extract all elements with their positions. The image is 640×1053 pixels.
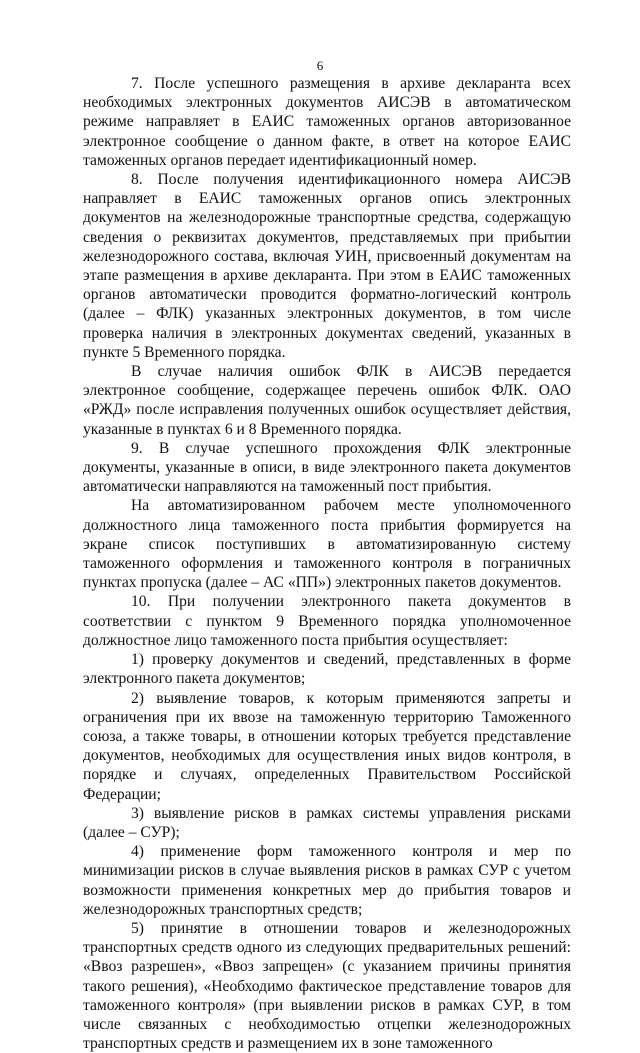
paragraph-9: 9. В случае успешного прохождения ФЛК электронные документы, указанные в описи, в виде электронного пакета документов автоматически направляются на таможенный пост прибытия.: [83, 439, 571, 496]
list-item-5: 5) принятие в отношении товаров и железнодорожных транспортных средств одного из следующих предварительных решений: «Ввоз разрешен», «Ввоз запрещен» (с указанием причины принятия такого решения), «Необходимо фактическое представление товаров для таможенного контроля» (при выявлении рисков в рамках СУР, в том числе связанных с необходимостью отцепки железнодорожных транспортных средств и размещением их в зоне таможенного: [83, 919, 571, 1053]
list-item-1: 1) проверку документов и сведений, представленных в форме электронного пакета документов;: [83, 651, 571, 688]
paragraph-8: 8. После получения идентификационного номера АИСЭВ направляет в ЕАИС таможенных органов опись электронных документов на железнодорожные транспортные средства, содержащую сведения о реквизитах документов, представляемых при прибытии железнодорожного состава, включая УИН, присвоенный документам на этапе размещения в архиве декларанта. При этом в ЕАИС таможенных органов автоматически проводится форматно-логический контроль (далее – ФЛК) указанных электронных документов, в том числе проверка наличия в электронных документах сведений, указанных в пункте 5 Временного порядка.: [83, 171, 571, 361]
page-number: 6: [316, 58, 324, 73]
list-item-4: 4) применение форм таможенного контроля и мер по минимизации рисков в случае выявления рисков в рамках СУР с учетом возможности применения конкретных мер до прибытия товаров и железнодорожных транспортных средств;: [83, 843, 571, 918]
paragraph-flk-errors: В случае наличия ошибок ФЛК в АИСЭВ передается электронное сообщение, содержащее перечень ошибок ФЛК. ОАО «РЖД» после исправления полученных ошибок осуществляет действия, указанные в пунктах 6 и 8 Временного порядка.: [83, 363, 571, 438]
list-item-2: 2) выявление товаров, к которым применяются запреты и ограничения при их ввозе на таможенную территорию Таможенного союза, а также товары, в отношении которых требуется представление документов, необходимых для осуществления иных видов контроля, в порядке и случаях, определенных Правительством Российской Федерации;: [83, 689, 571, 803]
paragraph-10: 10. При получении электронного пакета документов в соответствии с пунктом 9 Временного порядка уполномоченное должностное лицо таможенного поста прибытия осуществляет:: [83, 593, 571, 649]
paragraph-7: 7. После успешного размещения в архиве декларанта всех необходимых электронных документов АИСЭВ в автоматическом режиме направляет в ЕАИС таможенных органов авторизованное электронное сообщение о данном факте, в ответ на которое ЕАИС таможенных органов передает идентификационный номер.: [83, 75, 571, 169]
list-item-3: 3) выявление рисков в рамках системы управления рисками (далее – СУР);: [83, 804, 571, 841]
document-body: [83, 74, 571, 1053]
paragraph-workstation: На автоматизированном рабочем месте уполномоченного должностного лица таможенного поста прибытия формируется на экране список поступивших в автоматизированную систему таможенного оформления и таможенного контроля в пограничных пунктах пропуска (далее – АС «ПП») электронных пакетов документов.: [83, 497, 571, 592]
